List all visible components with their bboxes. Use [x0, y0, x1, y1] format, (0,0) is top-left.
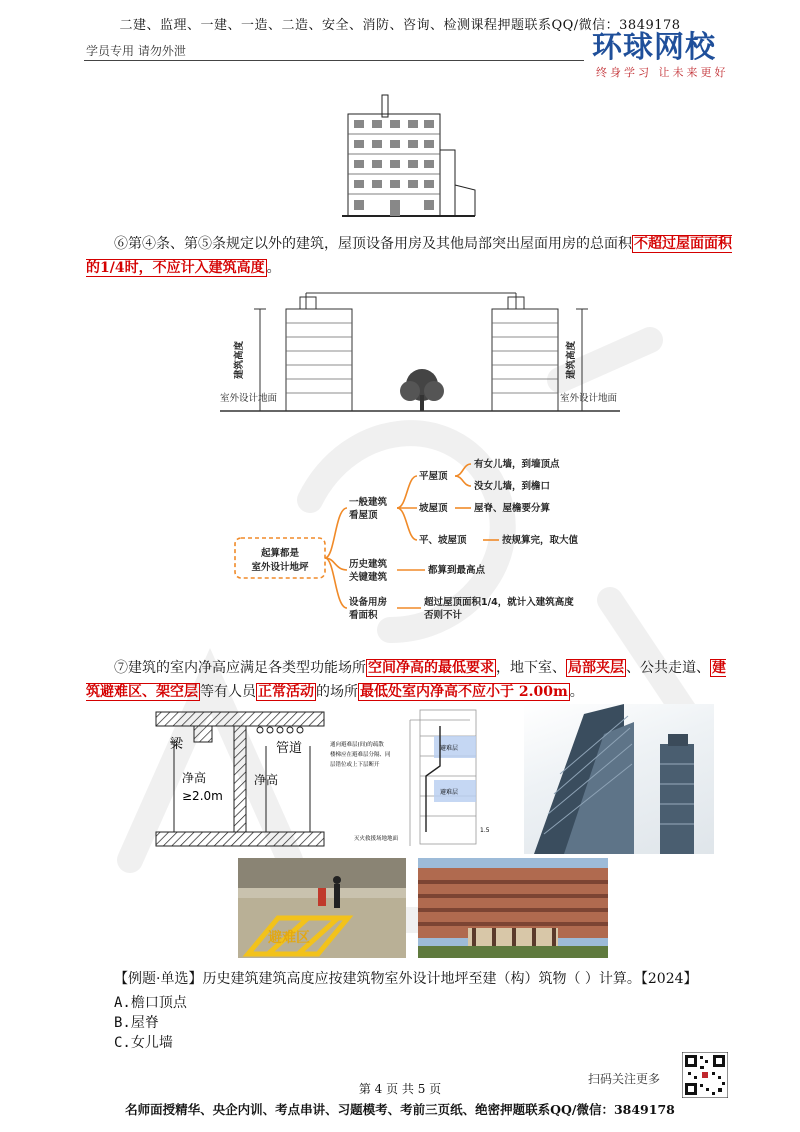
para7-highlight5: 最低处室内净高不应小于 2.00m — [360, 684, 568, 700]
branch-equipment-line2: 看面积 — [349, 610, 378, 621]
option-c[interactable]: C.女儿墙 — [114, 1035, 173, 1051]
tree-icon — [400, 369, 444, 411]
para7-highlight2: 局部夹层 — [568, 660, 624, 676]
floor-marking-text: 避难区 — [268, 930, 310, 946]
pipe-label: 管道 — [276, 741, 303, 756]
refuge-note-line2: 楼梯应在避难层分隔、同 — [330, 752, 391, 758]
leaf-parapet: 有女儿墙，到墙顶点 — [474, 459, 560, 470]
branch-general-line2: 看屋顶 — [349, 510, 378, 521]
root-line1: 起算都是 — [260, 548, 300, 559]
node-flat-roof: 平屋顶 — [419, 471, 448, 482]
refuge-floor-label-b: 避难层 — [440, 789, 459, 796]
para6-tail: 。 — [266, 260, 281, 276]
building-height-figure — [220, 285, 620, 415]
para7-highlight1: 空间净高的最低要求 — [368, 660, 494, 676]
header-subtitle: 学员专用 请勿外泄 — [86, 44, 186, 58]
leaf-otherwise: 否则不计 — [424, 610, 463, 621]
height-calculation-mindmap — [225, 448, 595, 628]
refuge-note-line3: 层错位或上下层断开 — [330, 762, 380, 768]
option-b[interactable]: B.屋脊 — [114, 1015, 159, 1031]
paragraph-clear-height — [86, 656, 736, 704]
branch-general-line1: 一般建筑 — [349, 497, 388, 508]
scan-prompt: 扫码关注更多 — [588, 1072, 661, 1086]
root-line2: 室外设计地坪 — [251, 562, 309, 573]
clear-height-section-figure — [150, 706, 330, 852]
building-elevation-figure — [340, 90, 480, 225]
leaf-take-max: 按规算完，取大值 — [502, 535, 579, 546]
refuge-floor-label-a: 避难层 — [440, 745, 459, 752]
para7-highlight3: 建筑避难区、架空层 — [86, 660, 726, 700]
clear-height-label-2: 净高 — [254, 773, 279, 787]
example-question: 【例题·单选】历史建筑建筑高度应按建筑物室外设计地坪至建（构）筑物（ ）计算。【2024】 — [114, 971, 698, 987]
glass-tower-photo — [524, 704, 714, 854]
logo-name: 环球网校 — [592, 30, 716, 65]
clear-height-label-1: 净高 — [182, 771, 207, 785]
rescue-ground-label: 灭火救援场地地面 — [354, 836, 399, 842]
stilted-floor-photo — [418, 858, 608, 958]
branch-equipment-line1: 设备用房 — [349, 597, 388, 608]
para7-text5: 的场所 — [316, 684, 358, 700]
header-divider — [84, 60, 584, 61]
dimension-label: 1.5 — [480, 827, 490, 834]
refuge-floor-figure — [330, 706, 510, 852]
leaf-quarter-rule: 超过屋顶面积1/4，就计入建筑高度 — [424, 597, 574, 608]
branch-historic-line1: 历史建筑 — [349, 559, 388, 570]
footer-contact-line: 名师面授精华、央企内训、考点串讲、习题模考、考前三页纸、绝密押题联系QQ/微信：3849178 — [125, 1102, 675, 1117]
para7-text4: 等有人员 — [200, 684, 256, 700]
para7-text6: 。 — [569, 684, 584, 700]
branch-historic-line2: 关键建筑 — [349, 572, 388, 583]
leaf-highest-point: 都算到最高点 — [428, 565, 486, 576]
left-ground-label: 室外设计地面 — [220, 393, 278, 404]
para7-text2: ，地下室、 — [496, 660, 566, 676]
logo-tagline: 终身学习 让未来更好 — [596, 66, 729, 79]
header-contact-line: 二建、监理、一建、一造、二造、安全、消防、咨询、检测课程押题联系QQ/微信：3849178 — [119, 18, 681, 33]
para6-lead: ⑥第④条、第⑤条规定以外的建筑，屋顶设备用房及其他局部突出屋面用房的总面积 — [114, 236, 632, 252]
brand-logo — [592, 32, 742, 80]
refuge-area-photo — [238, 858, 406, 958]
left-height-label: 建筑高度 — [234, 340, 245, 380]
node-slope-roof: 坡屋顶 — [419, 503, 448, 514]
paragraph-roof-equipment — [86, 232, 736, 280]
para7-text3: 、公共走道、 — [626, 660, 710, 676]
right-ground-label: 室外设计地面 — [560, 393, 618, 404]
option-a[interactable]: A.檐口顶点 — [114, 995, 187, 1011]
para6-highlight: 不超过屋面面积的1/4时，不应计入建筑高度 — [86, 236, 732, 276]
para7-highlight4: 正常活动 — [258, 684, 314, 700]
para7-text1: ⑦建筑的室内净高应满足各类型功能场所 — [114, 660, 366, 676]
beam-label: 梁 — [170, 737, 184, 752]
clear-height-min-label: ≥2.0m — [182, 789, 223, 803]
right-height-label: 建筑高度 — [566, 340, 577, 380]
refuge-note-line1: 通向避难层(间)的疏散 — [330, 742, 384, 748]
node-mixed-roof: 平、坡屋顶 — [419, 535, 467, 546]
leaf-no-parapet: 没女儿墙，到檐口 — [474, 481, 551, 492]
page-number: 第 4 页 共 5 页 — [358, 1082, 442, 1096]
leaf-ridge-eave: 屋脊、屋檐要分算 — [474, 503, 551, 514]
